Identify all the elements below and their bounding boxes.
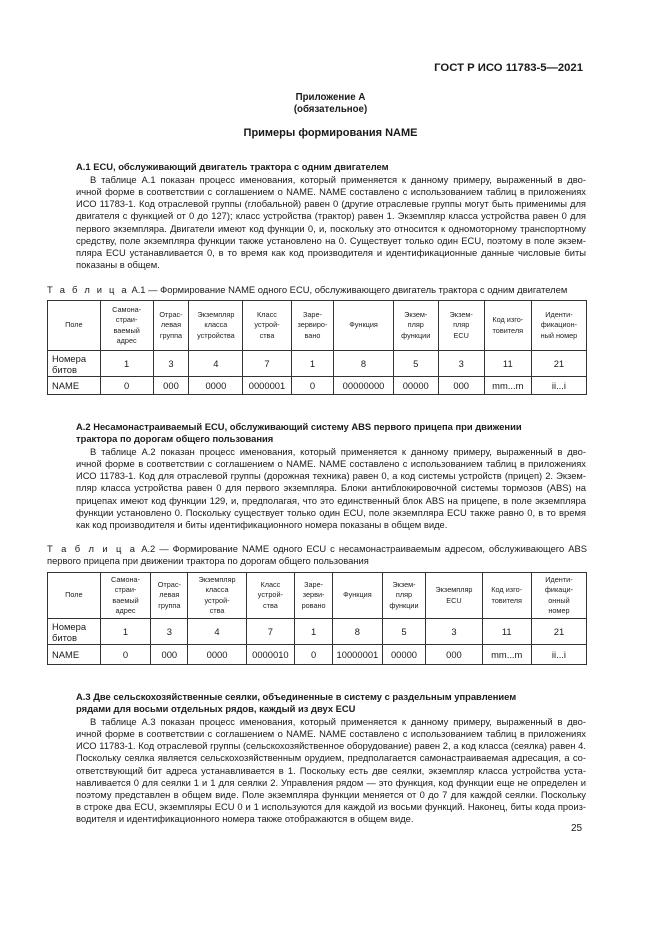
header-line: функции xyxy=(389,600,419,610)
header-line: Заре- xyxy=(302,310,322,320)
row-label-cell: NAME xyxy=(48,377,101,395)
paragraph-line: функции установлено 0. Поскольку существует только один ECU, поле экземпляра ECU также равно 0, в то время xyxy=(76,506,586,518)
table-cell: 4 xyxy=(189,351,243,377)
table-caption-label: Т а б л и ц а xyxy=(47,284,129,295)
table-cell: 8 xyxy=(334,351,394,377)
table-row xyxy=(48,645,587,665)
paragraph-line: прицепах имеют код функции 129, и, предполагая, что это единственный блок ABS на прицепе, в поле экземпляра xyxy=(76,494,586,506)
table-caption-text: А.1 — Формирование NAME одного ECU, обслуживающего двигатель трактора с одним двигателем xyxy=(131,284,568,295)
table-header-cell xyxy=(100,301,153,351)
paragraph-line: ичной форме в соответствии с соглашением о NAME. NAME составлено с использованием таблиц в приложениях xyxy=(76,186,586,198)
paragraph-line: пляр класса устройства равен 0 для первого экземпляра. Блоки антиблокировочной системы тормозов (ABS) на xyxy=(76,482,586,494)
table-cell: 1 xyxy=(291,351,334,377)
table-header-cell xyxy=(438,301,484,351)
header-line: товителя xyxy=(491,595,522,605)
table-cell: 7 xyxy=(243,351,291,377)
table-cell: 10000001 xyxy=(333,645,382,665)
table-header-cell xyxy=(151,573,188,619)
paragraph-line: первого экземпляра. Двигатели имеют код функции 0, и, поскольку это относится к одномоторному транспортному xyxy=(76,222,586,234)
header-line: фикаци- xyxy=(544,585,574,595)
table-cell: mm...m xyxy=(482,645,531,665)
paragraph-line: пляра ECU устанавливается 0, в то время как код производителя и идентификационные данные числовые биты xyxy=(76,246,586,258)
header-line: Иденти- xyxy=(545,575,573,585)
table-cell: mm...m xyxy=(484,377,531,395)
header-line: ECU xyxy=(453,330,469,340)
table-header-row xyxy=(48,573,587,619)
paragraph-line: средству, поле экземпляра функции также установлено на 0. Существует только один ECU, поэтому в поле экзем- xyxy=(76,234,586,246)
section-title-line: рядами для восьми отдельных рядов, каждый из двух ECU xyxy=(76,703,356,715)
paragraph-line: ИСО 11783-1. Код для отраслевой группы (дорожная техника) равен 0, а код системы устройств (прицеп) 2. Экзем- xyxy=(76,470,586,482)
table-cell: 3 xyxy=(426,619,482,645)
annex-heading: Примеры формирования NAME xyxy=(243,127,418,139)
header-line: устрой- xyxy=(257,590,283,600)
annex-title: Приложение А xyxy=(295,92,366,103)
table-header-cell xyxy=(426,573,482,619)
table-caption xyxy=(47,284,587,296)
paragraph-line: ответствующий бит адреса устанавливается в 1. Поскольку есть две сеялки, экземпляр класса устройства уста- xyxy=(76,764,586,776)
header-line: адрес xyxy=(116,335,137,345)
header-line: Поле xyxy=(65,320,83,330)
header-line: класса xyxy=(204,320,228,330)
header-line: пляр xyxy=(395,590,413,600)
header-line: страи- xyxy=(114,585,137,595)
section-title xyxy=(76,421,586,445)
paragraph-line: навливается 0 для сеялки 1 и 1 для сеялки 2. Управления рядом — это функция, код функции еще не определен и xyxy=(76,776,586,788)
table-caption-text: А.2 — Формирование NAME одного ECU с несамонастраиваемым адресом, обслуживающего ABS xyxy=(141,543,587,554)
table-header-cell xyxy=(393,301,438,351)
table-header-cell xyxy=(531,573,586,619)
table-header-cell xyxy=(482,573,531,619)
table-cell: 3 xyxy=(153,351,189,377)
table-header-cell xyxy=(333,573,382,619)
header-line: Иденти- xyxy=(545,310,573,320)
header-line: Код изго- xyxy=(492,315,524,325)
paragraph-line: в строке два ECU, экземпляры ECU 0 и 1 используются для каждой из восьми функций. Наконец, биты кода произ- xyxy=(76,801,586,813)
header-line: Самона- xyxy=(111,575,141,585)
name-table xyxy=(47,300,587,395)
header-line: ваемый xyxy=(113,325,140,335)
table-header-cell xyxy=(153,301,189,351)
table-row xyxy=(48,351,587,377)
header-line: Экзем- xyxy=(392,580,416,590)
header-line: страи- xyxy=(115,315,138,325)
header-line: левая xyxy=(160,320,182,330)
table-cell: 1 xyxy=(100,351,153,377)
header-line: Поле xyxy=(65,590,83,600)
table-cell: 000 xyxy=(426,645,482,665)
header-line: устрой- xyxy=(204,595,230,605)
header-line: Самона- xyxy=(112,305,142,315)
standard-designation: ГОСТ Р ИСО 11783-5—2021 xyxy=(434,62,583,74)
table-cell: 21 xyxy=(531,619,586,645)
paragraph-line: В таблице А.3 показан процесс именования, который применяется к данному примеру, выраженный в дво- xyxy=(90,716,586,727)
row-label-cell: NAME xyxy=(48,645,101,665)
table-cell: 1 xyxy=(100,619,151,645)
table-header-cell xyxy=(243,301,291,351)
table-cell: 11 xyxy=(484,351,531,377)
paragraph-line: В таблице А.2 показан процесс именования, который применяется к данному примеру, выраженный в дво- xyxy=(90,446,586,457)
table-header-cell xyxy=(295,573,333,619)
header-line: Функция xyxy=(343,590,372,600)
header-line: устрой- xyxy=(254,320,280,330)
header-line: пляр xyxy=(453,320,470,330)
table-row xyxy=(48,377,587,395)
table-caption-label: Т а б л и ц а xyxy=(47,543,138,554)
table-cell: 21 xyxy=(531,351,586,377)
header-line: ровано xyxy=(301,600,326,610)
paragraph-line: ИСО 11783-1. Код отраслевой группы (сельскохозяйственное оборудование) равен 2, а код класса (сеялка) равен 4. xyxy=(76,740,586,752)
header-line: Экземпляр xyxy=(197,310,235,320)
table-cell: 00000 xyxy=(382,645,426,665)
header-line: Заре- xyxy=(304,580,324,590)
section-paragraph xyxy=(76,716,586,825)
section-title-line: А.2 Несамонастраиваемый ECU, обслуживающий систему ABS первого прицепа при движении xyxy=(76,421,522,432)
header-line: группа xyxy=(158,600,181,610)
header-line: зервиро- xyxy=(297,320,328,330)
header-line: ства xyxy=(209,605,225,615)
table-cell: 00000000 xyxy=(334,377,394,395)
paragraph-line: водителя и идентификационного номера также отображаются в общем виде. xyxy=(76,813,414,825)
section-title-line: А.3 Две сельскохозяйственные сеялки, объединенные в систему с раздельным управлением xyxy=(76,691,517,702)
paragraph-line: как код производителя и биты идентификационного номера показаны в общем виде. xyxy=(76,518,448,530)
table-cell: ii...i xyxy=(531,377,586,395)
table-header-cell xyxy=(334,301,394,351)
header-line: левая xyxy=(159,590,180,600)
header-line: ства xyxy=(259,330,275,340)
table-cell: 0 xyxy=(295,645,333,665)
table-cell: 000 xyxy=(153,377,189,395)
header-line: Класс xyxy=(257,310,277,320)
table-cell: 5 xyxy=(382,619,426,645)
table-cell: 0 xyxy=(291,377,334,395)
table-header-cell xyxy=(246,573,294,619)
table-header-cell xyxy=(531,301,586,351)
table-caption xyxy=(47,543,587,567)
table-cell: 000 xyxy=(438,377,484,395)
paragraph-line: ичной форме в соответствии с соглашением о NAME. NAME составлено с использованием таблиц в приложениях xyxy=(76,458,586,470)
table-cell: 11 xyxy=(482,619,531,645)
table-cell: 0 xyxy=(100,377,153,395)
table-header-cell xyxy=(48,301,101,351)
paragraph-line: ичной форме в соответствии с соглашением о NAME. NAME составлено с использованием таблиц в приложениях xyxy=(76,728,586,740)
table-cell: 7 xyxy=(246,619,294,645)
table-header-cell xyxy=(291,301,334,351)
header-line: Код изго- xyxy=(491,585,523,595)
header-line: устройства xyxy=(197,330,235,340)
section-title xyxy=(76,691,586,715)
table-header-cell xyxy=(48,573,101,619)
header-line: ный номер xyxy=(540,330,578,340)
table-cell: 3 xyxy=(151,619,188,645)
header-line: Класс xyxy=(260,580,281,590)
row-label-cell: Номера битов xyxy=(48,351,101,377)
header-line: класса xyxy=(205,585,229,595)
paragraph-line: В таблице А.1 показан процесс именования, который применяется к данному примеру, выраженный в дво- xyxy=(90,174,586,185)
section-title-line: А.1 ECU, обслуживающий двигатель трактора с одним двигателем xyxy=(76,161,389,172)
table-cell: 4 xyxy=(188,619,246,645)
section-title xyxy=(76,161,586,173)
table-cell: 0000001 xyxy=(243,377,291,395)
table-header-cell xyxy=(484,301,531,351)
paragraph-line: поэтому представлен в общем виде. Поле экземпляра функции меняется от 0 до 7 для каждой сеялки. Поскольку xyxy=(76,788,586,800)
table-cell: 1 xyxy=(295,619,333,645)
table-cell: 0000 xyxy=(189,377,243,395)
table-cell: 00000 xyxy=(393,377,438,395)
section-paragraph xyxy=(76,446,586,531)
header-line: группа xyxy=(159,330,183,340)
header-line: Отрас- xyxy=(159,310,183,320)
header-line: Экземпляр xyxy=(435,585,473,595)
header-line: Экзем- xyxy=(449,310,473,320)
header-line: пляр xyxy=(407,320,424,330)
table-cell: 0 xyxy=(100,645,151,665)
table-cell: 0000 xyxy=(188,645,246,665)
annex-status: (обязательное) xyxy=(293,104,368,115)
table-cell: 3 xyxy=(438,351,484,377)
header-line: зерви- xyxy=(302,590,325,600)
paragraph-line: ИСО 11783-1. Код отраслевой группы (глобальной) равен 0 (другие отраслевые группы могут быть применимы для xyxy=(76,198,586,210)
header-line: вано xyxy=(304,330,321,340)
section-paragraph xyxy=(76,174,586,271)
header-line: номер xyxy=(548,605,570,615)
header-line: Экземпляр xyxy=(198,575,236,585)
header-line: фикацион- xyxy=(540,320,578,330)
table-header-cell xyxy=(189,301,243,351)
table-cell: 000 xyxy=(151,645,188,665)
row-label-cell: Номера битов xyxy=(48,619,101,645)
table-caption-text: первого прицепа при движении трактора по дорогам общего пользования xyxy=(47,555,369,567)
table-header-cell xyxy=(382,573,426,619)
paragraph-line: показаны в общем. xyxy=(76,259,160,271)
table-cell: ii...i xyxy=(531,645,586,665)
paragraph-line: двигателя с функцией от 0 до 127); класс устройства (трактор) равен 1. Экземпляр класса устройства равен 0 для xyxy=(76,210,586,222)
table-header-cell xyxy=(100,573,151,619)
header-line: ваемый xyxy=(112,595,139,605)
table-cell: 8 xyxy=(333,619,382,645)
header-line: адрес xyxy=(115,605,136,615)
header-line: онный xyxy=(548,595,570,605)
table-cell: 5 xyxy=(393,351,438,377)
paragraph-line: Поскольку сеялка является сельскохозяйственным орудием, предполагается самонастраиваемая адресация, а со- xyxy=(76,752,586,764)
table-row xyxy=(48,619,587,645)
table-header-row xyxy=(48,301,587,351)
table-cell: 0000010 xyxy=(246,645,294,665)
section-title-line: трактора по дорогам общего пользования xyxy=(76,433,274,445)
name-table xyxy=(47,572,587,665)
header-line: функции xyxy=(401,330,431,340)
header-line: Отрас- xyxy=(157,580,181,590)
table-header-cell xyxy=(188,573,246,619)
header-line: товителя xyxy=(492,325,524,335)
page-number: 25 xyxy=(571,823,583,834)
header-line: Функция xyxy=(349,320,378,330)
header-line: Экзем- xyxy=(404,310,428,320)
header-line: ECU xyxy=(446,595,462,605)
header-line: ства xyxy=(262,600,278,610)
